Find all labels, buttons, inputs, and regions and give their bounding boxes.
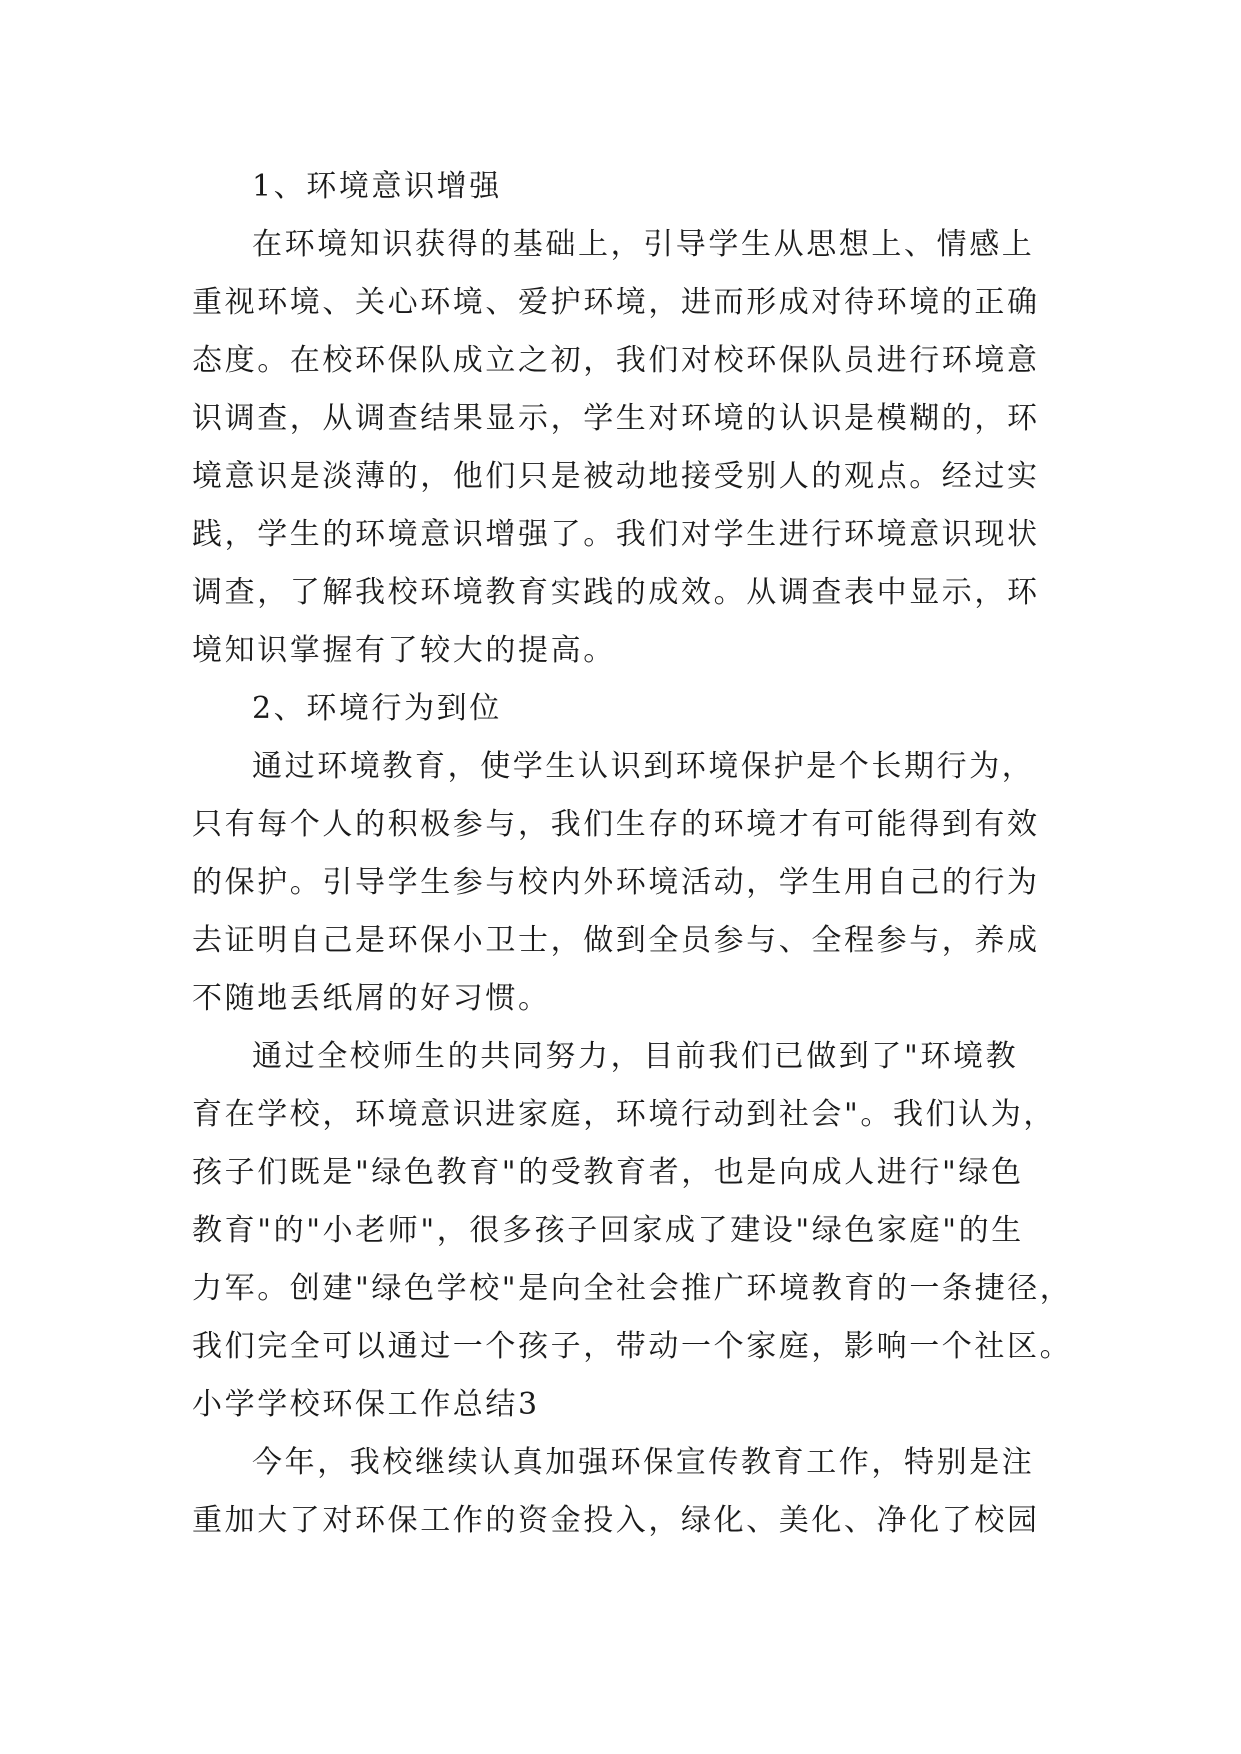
paragraph-line: 通过环境教育，使学生认识到环境保护是个长期行为， bbox=[252, 749, 1035, 784]
paragraph-line: 境意识是淡薄的，他们只是被动地接受别人的观点。经过实 bbox=[192, 459, 1040, 494]
paragraph-line: 孩子们既是"绿色教育"的受教育者，也是向成人进行"绿色 bbox=[192, 1155, 1024, 1190]
paragraph-line: 育在学校，环境意识进家庭，环境行动到社会"。我们认为， bbox=[192, 1097, 1056, 1132]
paragraph-line: 去证明自己是环保小卫士，做到全员参与、全程参与，养成 bbox=[192, 923, 1040, 958]
paragraph-line: 调查，了解我校环境教育实践的成效。从调查表中显示，环 bbox=[192, 575, 1040, 610]
paragraph-line: 教育"的"小老师"，很多孩子回家成了建设"绿色家庭"的生 bbox=[192, 1213, 1024, 1248]
paragraph-line: 通过全校师生的共同努力，目前我们已做到了"环境教 bbox=[252, 1039, 1019, 1074]
paragraph-line: 重加大了对环保工作的资金投入，绿化、美化、净化了校园 bbox=[192, 1503, 1040, 1538]
paragraph-line: 我们完全可以通过一个孩子，带动一个家庭，影响一个社区。 bbox=[192, 1329, 1073, 1364]
paragraph-line: 的保护。引导学生参与校内外环境活动，学生用自己的行为 bbox=[192, 865, 1040, 900]
paragraph-line: 境知识掌握有了较大的提高。 bbox=[192, 633, 616, 668]
paragraph-line: 力军。创建"绿色学校"是向全社会推广环境教育的一条捷径， bbox=[192, 1271, 1073, 1306]
article-title: 小学学校环保工作总结3 bbox=[192, 1387, 540, 1422]
paragraph-line: 态度。在校环保队成立之初，我们对校环保队员进行环境意 bbox=[192, 343, 1040, 378]
paragraph-line: 践，学生的环境意识增强了。我们对学生进行环境意识现状 bbox=[192, 517, 1040, 552]
paragraph-line: 不随地丢纸屑的好习惯。 bbox=[192, 981, 551, 1016]
section-heading: 2、环境行为到位 bbox=[252, 691, 502, 726]
paragraph-line: 重视环境、关心环境、爱护环境，进而形成对待环境的正确 bbox=[192, 285, 1040, 320]
paragraph-line: 识调查，从调查结果显示，学生对环境的认识是模糊的，环 bbox=[192, 401, 1040, 436]
section-heading: 1、环境意识增强 bbox=[252, 169, 502, 204]
paragraph-line: 在环境知识获得的基础上，引导学生从思想上、情感上 bbox=[252, 227, 1035, 262]
paragraph-line: 只有每个人的积极参与，我们生存的环境才有可能得到有效 bbox=[192, 807, 1040, 842]
paragraph-line: 今年，我校继续认真加强环保宣传教育工作，特别是注 bbox=[252, 1445, 1035, 1480]
